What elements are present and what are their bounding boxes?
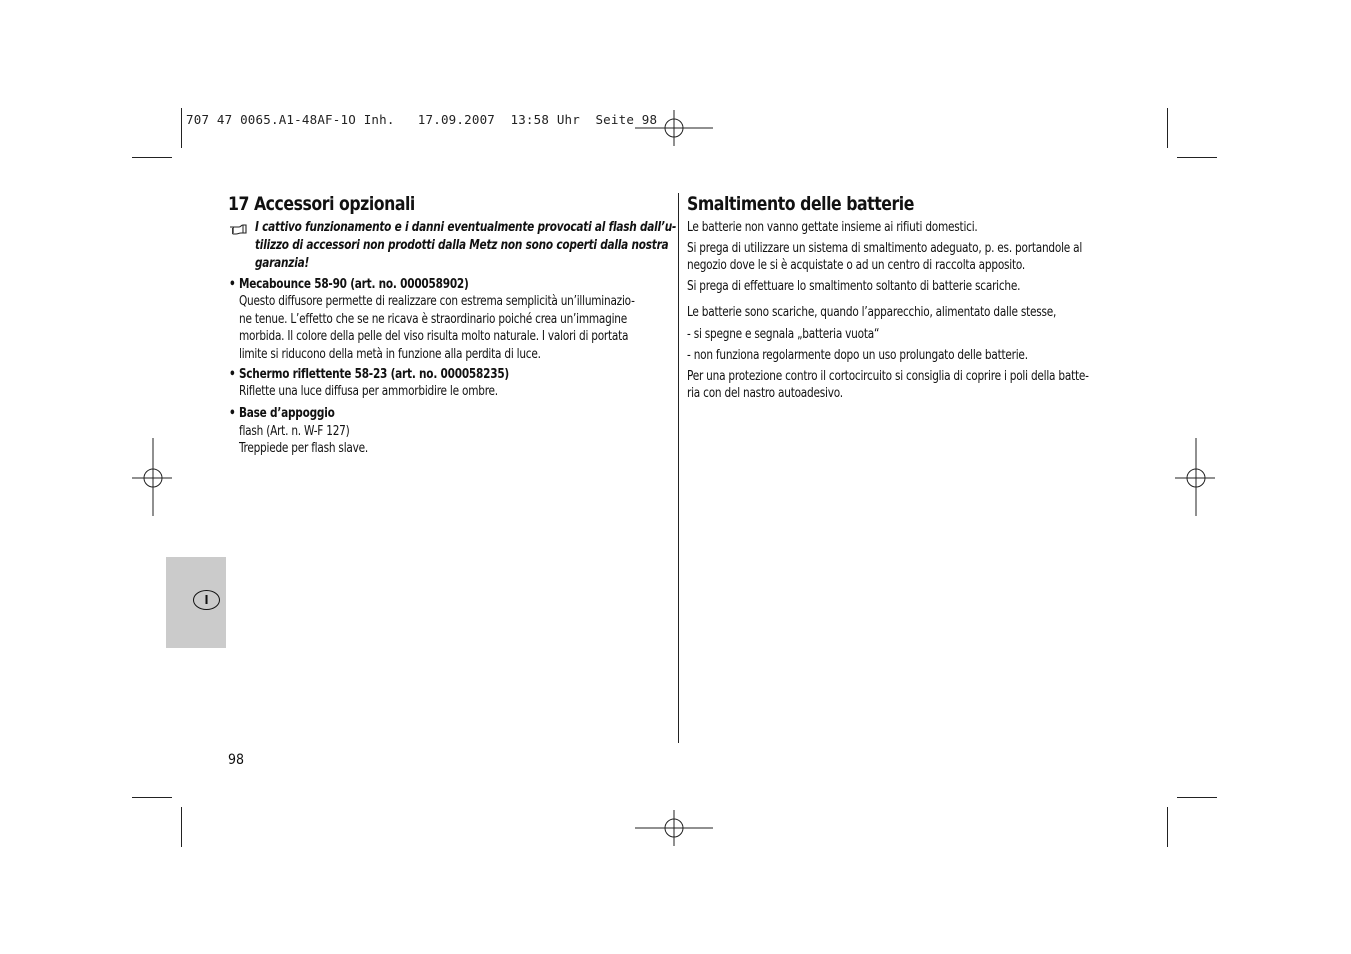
item-title: • Base d’appoggio [229, 406, 335, 421]
crop-mark [132, 157, 172, 158]
item-title: • Schermo riflettente 58-23 (art. no. 000058235) [229, 367, 510, 382]
paragraph-line: Le batterie sono scariche, quando l’apparecchio, alimentato dalle stesse, [687, 305, 1057, 320]
crop-mark [1177, 157, 1217, 158]
paragraph-line: ria con del nastro autoadesivo. [687, 386, 843, 401]
item-text: Treppiede per flash slave. [239, 441, 368, 456]
item-title: • Mecabounce 58-90 (art. no. 000058902) [229, 277, 469, 292]
crop-mark [181, 108, 182, 148]
crop-mark [1167, 807, 1168, 847]
section-heading-battery-disposal: Smaltimento delle batterie [687, 193, 914, 215]
paragraph-line: Per una protezione contro il cortocircuito si consiglia di coprire i poli della batte- [687, 369, 1089, 384]
registration-mark-icon [635, 808, 715, 848]
item-text: Riflette una luce diffusa per ammorbidire le ombre. [239, 384, 498, 399]
crop-mark [1177, 797, 1217, 798]
registration-mark-icon [132, 438, 174, 518]
crop-mark [1167, 108, 1168, 148]
item-text: ne tenue. L’effetto che se ne ricava è straordinario poiché crea un’immagine [239, 312, 627, 327]
section-heading-accessories: 17 Accessori opzionali [228, 193, 415, 215]
paragraph-line: - si spegne e segnala „batteria vuota“ [687, 327, 880, 342]
note-line: garanzia! [255, 256, 310, 271]
paragraph-line: Si prega di utilizzare un sistema di smaltimento adeguato, p. es. portandole al [687, 241, 1083, 256]
note-line: I cattivo funzionamento e i danni eventualmente provocati al flash dall’u- [255, 220, 677, 235]
paragraph-line: Le batterie non vanno gettate insieme ai rifiuti domestici. [687, 220, 978, 235]
paragraph-line: negozio dove le si è acquistate o ad un centro di raccolta apposito. [687, 258, 1026, 273]
paragraph-line: Si prega di effettuare lo smaltimento soltanto di batterie scariche. [687, 279, 1021, 294]
page-number: 98 [228, 752, 245, 768]
language-badge: I [193, 590, 220, 610]
crop-mark [181, 807, 182, 847]
item-text: Questo diffusore permette di realizzare con estrema semplicità un’illuminazio- [239, 294, 635, 309]
paragraph-line: - non funziona regolarmente dopo un uso prolungato delle batterie. [687, 348, 1028, 363]
note-line: tilizzo di accessori non prodotti dalla Metz non sono coperti dalla nostra [255, 238, 669, 253]
item-text: flash (Art. n. W-F 127) [239, 424, 350, 439]
registration-mark-icon [1175, 438, 1217, 518]
column-divider [678, 193, 679, 743]
pointing-hand-icon [229, 222, 247, 236]
item-text: limite si riducono della metà in funzione alla perdita di luce. [239, 347, 541, 362]
crop-mark [132, 797, 172, 798]
print-slug: 707 47 0065.A1-48AF-1O Inh. 17.09.2007 13:58 Uhr Seite 98 [186, 112, 658, 127]
item-text: morbida. Il colore della pelle del viso risulta molto naturale. I valori di portata [239, 329, 629, 344]
